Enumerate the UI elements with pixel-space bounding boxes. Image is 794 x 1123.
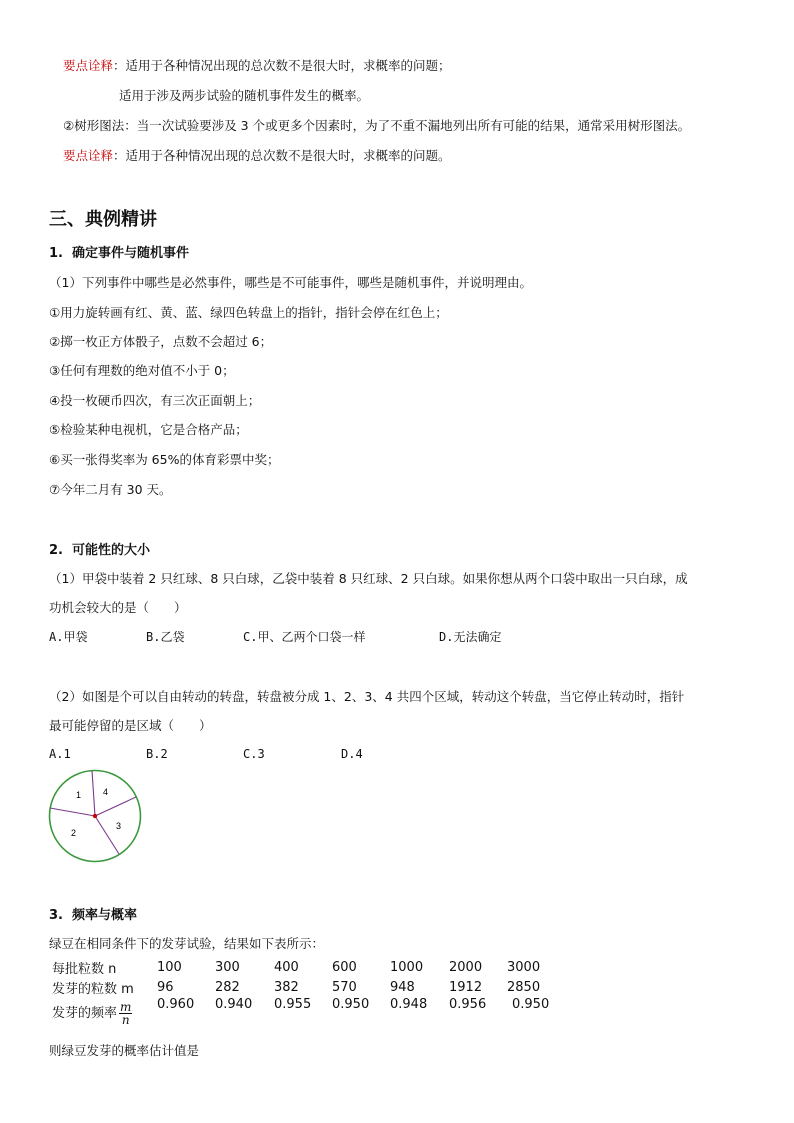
table-cell: 2000 bbox=[449, 959, 483, 975]
q1-heading bbox=[49, 242, 189, 261]
q3-heading-num: 3. bbox=[49, 908, 63, 923]
q1-item: ⑥买一张得奖率为 65%的体育彩票中奖； bbox=[49, 452, 280, 467]
q1-item: ②掷一枚正方体骰子，点数不会超过 6； bbox=[49, 334, 273, 349]
table-cell: 96 bbox=[157, 979, 174, 995]
table-cell: 0.950 bbox=[332, 997, 370, 1012]
q2-p2-line1: （2）如图是个可以自由转动的转盘，转盘被分成 1、2、3、4 共四个区域，转动这个转盘，当它停止转动时，指针 bbox=[49, 689, 685, 704]
q1-item: ⑤检验某种电视机，它是合格产品； bbox=[49, 422, 248, 437]
q2-p2-option-a: A.1 bbox=[49, 747, 71, 761]
q1-prompt: （1）下列事件中哪些是必然事件，哪些是不可能事件，哪些是随机事件，并说明理由。 bbox=[49, 275, 532, 290]
table-cell: 1000 bbox=[390, 959, 424, 975]
q2-p2-option-c: C.3 bbox=[243, 747, 265, 761]
q2-heading bbox=[49, 539, 150, 558]
spinner-figure bbox=[47, 768, 143, 864]
q2-p1-option-b: B.乙袋 bbox=[146, 630, 185, 644]
q2-p1-option-d: D.无法确定 bbox=[439, 630, 502, 644]
spinner-label-3: 3 bbox=[116, 821, 122, 831]
table-cell: 948 bbox=[390, 979, 415, 995]
table-cell: 0.960 bbox=[157, 997, 195, 1012]
q1-heading-text: 确定事件与随机事件 bbox=[72, 246, 190, 261]
table-row bbox=[52, 997, 549, 1035]
table-cell: 2850 bbox=[507, 979, 541, 995]
table-cell: 0.955 bbox=[274, 997, 312, 1012]
table-cell: 300 bbox=[215, 959, 240, 975]
note-1-continued: 适用于涉及两步试验的随机事件发生的概率。 bbox=[119, 88, 370, 103]
spinner-label-1: 1 bbox=[76, 790, 82, 800]
fraction-numerator: m bbox=[120, 1000, 132, 1014]
q1-item: ①用力旋转画有红、黄、蓝、绿四色转盘上的指针，指针会停在红色上； bbox=[49, 305, 448, 320]
table-cell: 100 bbox=[157, 959, 182, 975]
tree-method-text: ②树形图法：当一次试验要涉及 3 个或更多个因素时，为了不重不漏地列出所有可能的结果，通常采用树形图法。 bbox=[63, 118, 691, 133]
q3-question: 则绿豆发芽的概率估计值是 bbox=[49, 1043, 200, 1058]
q1-item: ⑦今年二月有 30 天。 bbox=[49, 482, 172, 497]
row-label bbox=[52, 997, 157, 1035]
q2-p1-line1: （1）甲袋中装着 2 只红球、8 只白球，乙袋中装着 8 只红球、2 只白球。如果你想从两个口袋中取出一只白球，成 bbox=[49, 571, 688, 586]
table-row bbox=[52, 977, 549, 997]
germination-table bbox=[52, 957, 549, 1035]
spinner-pivot bbox=[93, 814, 97, 818]
q2-p2-option-b: B.2 bbox=[146, 747, 168, 761]
table-cell: 382 bbox=[274, 979, 299, 995]
table-cell: 400 bbox=[274, 959, 299, 975]
frequency-fraction bbox=[119, 1001, 132, 1026]
row-label: 每批粒数 n bbox=[52, 961, 117, 977]
note-1 bbox=[63, 56, 451, 74]
note-2 bbox=[63, 146, 451, 164]
q2-p1-option-a: A.甲袋 bbox=[49, 630, 88, 644]
q2-p1-option-c: C.甲、乙两个口袋一样 bbox=[243, 630, 366, 644]
table-cell: 600 bbox=[332, 959, 357, 975]
row-label: 发芽的粒数 m bbox=[52, 981, 134, 997]
note-2-label: 要点诠释 bbox=[63, 148, 114, 163]
q2-p2-line2: 最可能停留的是区域（ ） bbox=[49, 718, 212, 733]
table-cell: 0.956 bbox=[449, 997, 487, 1012]
spinner-label-2: 2 bbox=[71, 828, 77, 838]
spinner-divider bbox=[95, 797, 136, 816]
fraction-denominator: n bbox=[121, 1013, 130, 1027]
spinner-divider bbox=[50, 808, 95, 816]
table-cell: 570 bbox=[332, 979, 357, 995]
table-cell: 0.950 bbox=[512, 997, 550, 1012]
spinner-label-4: 4 bbox=[103, 787, 109, 797]
note-2-text: ：适用于各种情况出现的总次数不是很大时，求概率的问题。 bbox=[113, 148, 451, 163]
q2-p1-line2: 功机会较大的是（ ） bbox=[49, 600, 187, 615]
note-1-text: ：适用于各种情况出现的总次数不是很大时，求概率的问题； bbox=[113, 58, 451, 73]
table-cell: 0.940 bbox=[215, 997, 253, 1012]
table-row bbox=[52, 957, 549, 977]
spinner-divider bbox=[92, 771, 95, 816]
q2-heading-text: 可能性的大小 bbox=[72, 543, 151, 558]
table-cell: 0.948 bbox=[390, 997, 428, 1012]
table-cell: 1912 bbox=[449, 979, 483, 995]
q2-heading-num: 2. bbox=[49, 543, 63, 558]
table-cell: 3000 bbox=[507, 959, 541, 975]
table-cell: 282 bbox=[215, 979, 240, 995]
section-title: 三、典例精讲 bbox=[49, 209, 157, 230]
row-label-text: 发芽的频率 bbox=[52, 1006, 118, 1021]
note-1-label: 要点诠释 bbox=[63, 58, 114, 73]
q1-heading-num: 1. bbox=[49, 246, 63, 261]
q2-p2-option-d: D.4 bbox=[341, 747, 363, 761]
q3-heading-text: 频率与概率 bbox=[72, 908, 138, 923]
q3-heading bbox=[49, 904, 137, 923]
q3-intro: 绿豆在相同条件下的发芽试验，结果如下表所示： bbox=[49, 936, 325, 951]
q1-item: ③任何有理数的绝对值不小于 0； bbox=[49, 363, 235, 378]
q1-item: ④投一枚硬币四次，有三次正面朝上； bbox=[49, 393, 261, 408]
